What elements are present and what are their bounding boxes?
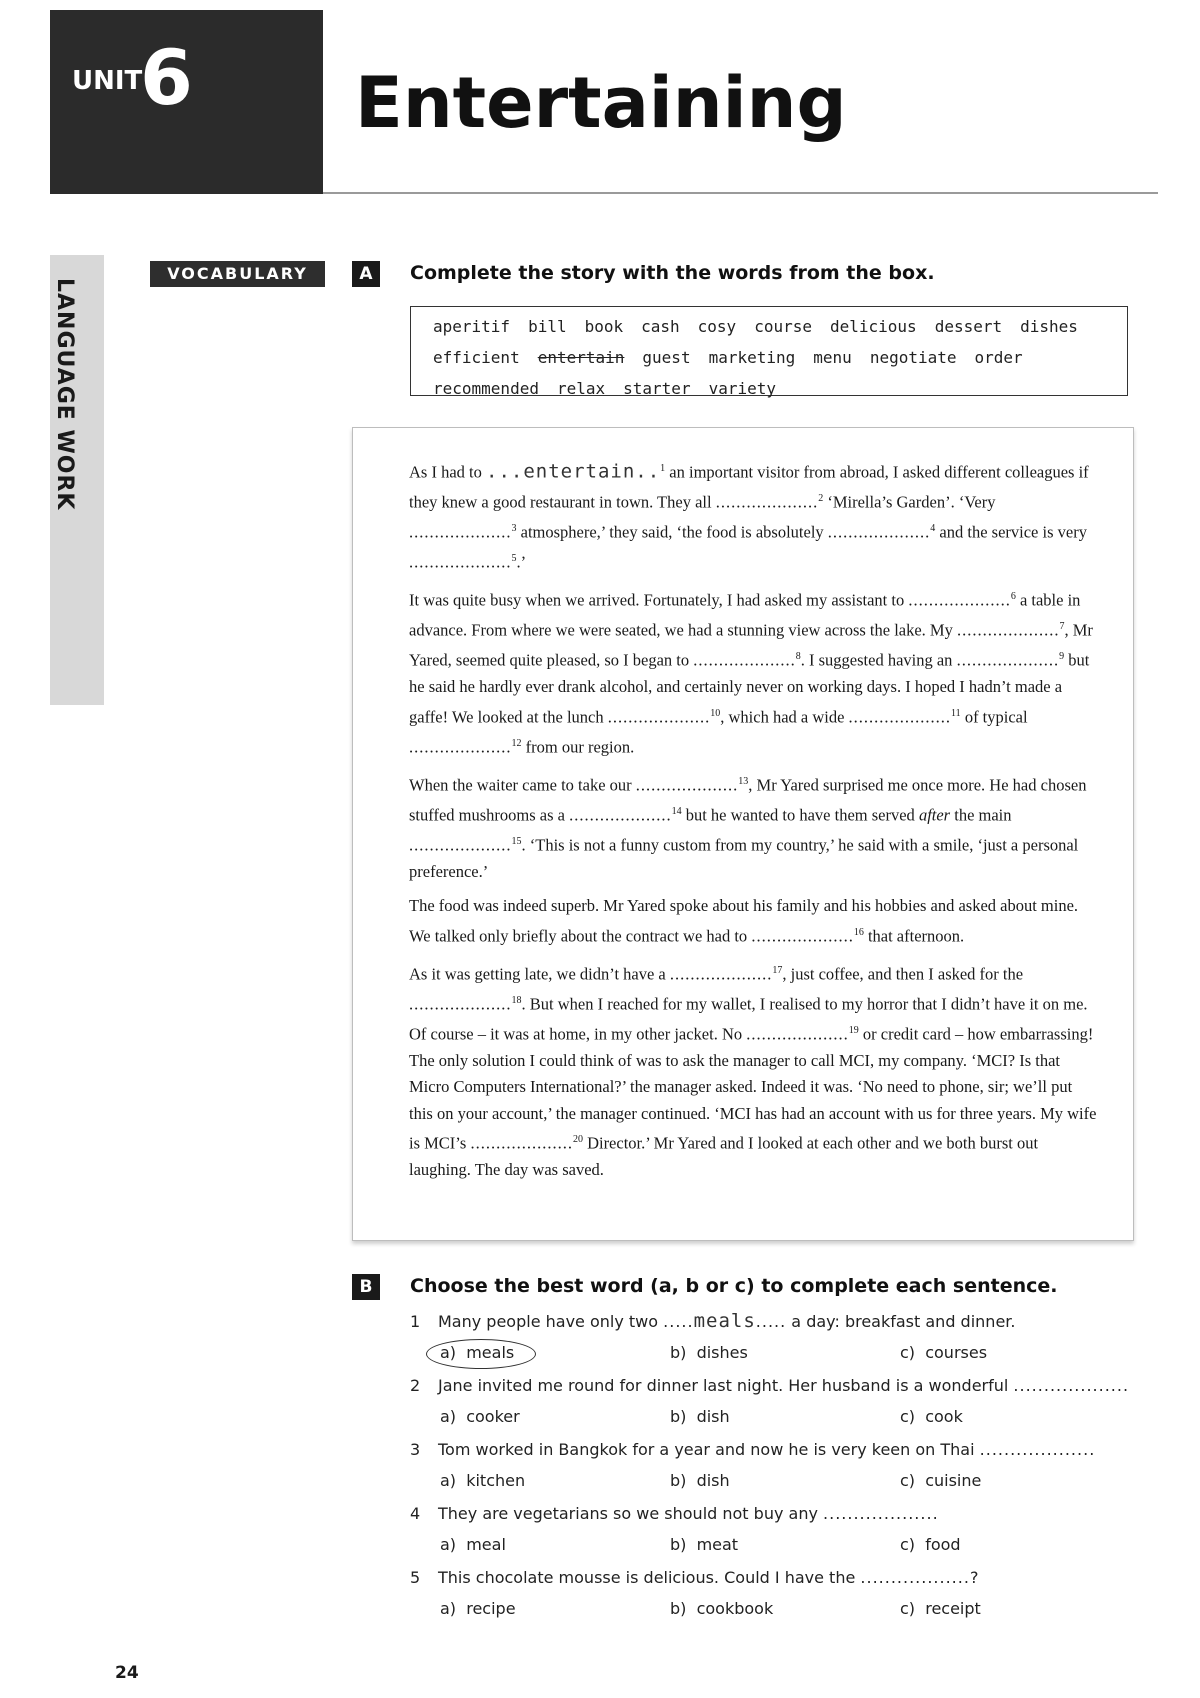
word-row	[433, 342, 1105, 373]
answer-gap[interactable]: ..................	[860, 1568, 970, 1587]
gap-number: 15	[511, 835, 522, 847]
option-a[interactable]: a) meal	[440, 1535, 506, 1554]
answer-gap[interactable]: ....................	[908, 590, 1011, 610]
option-a[interactable]: a) recipe	[440, 1599, 516, 1618]
word-row	[433, 311, 1105, 342]
question-number: 3	[410, 1440, 421, 1459]
unit-number: 6	[140, 33, 193, 122]
word-item: bill	[528, 317, 567, 336]
answer-circle	[426, 1339, 536, 1369]
answer-gap[interactable]: ....................	[607, 707, 711, 726]
answer-gap[interactable]: ....................	[409, 835, 512, 854]
answer-gap[interactable]: ....................	[956, 650, 1060, 670]
word-item: aperitif	[433, 317, 511, 336]
gap-number: 8	[795, 651, 801, 662]
answer-gap[interactable]: ....................	[751, 926, 854, 945]
option-c[interactable]: c) cook	[900, 1407, 963, 1426]
options-row	[410, 1593, 1140, 1626]
word-item: menu	[813, 348, 852, 367]
option-b[interactable]: b) cookbook	[670, 1599, 774, 1618]
story-paragraph: When the waiter came to take our ....................$^{13}$, Mr Yared surprised me once more. He had chosen stuffed mushrooms as a ....................$^{14}$ but he wanted to have them served after the main ....................$^{15}$. ‘This is not a funny custom from my country,’ he said with a smile, ‘just a personal preference.’	[409, 775, 1087, 881]
answer-gap[interactable]: ..................	[979, 1440, 1090, 1459]
word-item: book	[584, 317, 624, 336]
word-item: guest	[642, 348, 691, 367]
option-c[interactable]: c) cuisine	[900, 1471, 982, 1490]
answer-gap[interactable]: ....................	[848, 707, 952, 726]
word-item: efficient	[433, 348, 520, 367]
story-paragraph: It was quite busy when we arrived. Fortunately, I had asked my assistant to ....................$^6$ a table in advance. From where we were seated, we had a stunning view across the lake. My ....................$^7$, Mr Yared, seemed quite pleased, so I began to ....................$^8$. I suggested having an ....................$^9$ but he said he hardly ever drank alcohol, and certainly never on working days. I hoped I hadn’t made a gaffe! We looked at the lunch ....................$^{10}$, which had a wide ....................$^{11}$ of typical ....................$^{12}$ from our region.	[409, 590, 1093, 756]
question-list	[410, 1306, 1140, 1626]
option-a[interactable]: a) meals	[440, 1343, 515, 1362]
word-item: order	[974, 348, 1023, 367]
gap-number: 7	[1059, 621, 1065, 632]
answer-gap[interactable]: ..................	[823, 1504, 933, 1523]
emphasis: after	[918, 805, 951, 824]
answer-gap[interactable]: ....................	[669, 964, 773, 983]
answer-gap[interactable]: .....	[663, 1312, 694, 1331]
gap-number: 11	[951, 707, 961, 719]
gap-number: 6	[1010, 591, 1016, 602]
options-row	[410, 1337, 1140, 1370]
question-number: 1	[410, 1312, 421, 1331]
answer-gap[interactable]: .....	[755, 1312, 787, 1331]
answer-gap[interactable]: ....................	[827, 522, 931, 542]
question: 2 Jane invited me round for dinner last night. Her husband is a wonderful ...................	[410, 1370, 1140, 1401]
question-number: 5	[410, 1568, 421, 1587]
word-item: course	[754, 317, 812, 336]
gap-number: 12	[511, 737, 522, 749]
answer-gap[interactable]: ....................	[715, 492, 819, 512]
handwritten-answer: ...entertain..	[486, 460, 661, 483]
word-item: cosy	[697, 317, 737, 336]
gap-number: 13	[738, 775, 749, 787]
answer-gap[interactable]: ....................	[470, 1133, 573, 1153]
option-b[interactable]: b) dishes	[670, 1343, 748, 1362]
options-row	[410, 1529, 1140, 1562]
options-row	[410, 1401, 1140, 1434]
word-item: dessert	[934, 317, 1003, 336]
word-item: negotiate	[869, 348, 957, 367]
story-paragraph: The food was indeed superb. Mr Yared spoke about his family and his hobbies and asked about mine. We talked only briefly about the contract we had to ....................$^{16}$ that afternoon.	[409, 896, 1079, 945]
answer-gap[interactable]: ..................	[1013, 1376, 1123, 1395]
gap-number: 16	[853, 926, 864, 938]
question: 4 They are vegetarians so we should not buy any ...................	[410, 1498, 1140, 1529]
story-paragraph: As it was getting late, we didn’t have a ....................$^{17}$, just coffee, and then I asked for the ....................$^{18}$. But when I reached for my wallet, I realised to my horror that I didn’t have it on me. Of course – it was at home, in my other jacket. No ....................$^{19}$ or credit card – how embarrassing! The only solution I could think of was to ask the manager to call MCI, my company. ‘MCI? Is that Micro Computers International?’ the manager asked. Indeed it was. ‘No need to phone, sir; we’ll put this on your account,’ the manager continued. ‘MCI has had an account with us for three years. My wife is MCI’s ....................$^{20}$ Director.’ Mr Yared and I looked at each other and we both burst out laughing. The day was saved.	[409, 964, 1097, 1179]
answer-gap[interactable]: ....................	[409, 994, 512, 1013]
story-paragraph: As I had to ...entertain..$^1$ an important visitor from abroad, I asked different colleagues if they knew a good restaurant in town. They all ....................$^2$ ‘Mirella’s Garden’. ‘Very ....................$^3$ atmosphere,’ they said, ‘the food is absolutely ....................$^4$ and the service is very ....................$^5$.’	[409, 460, 1089, 572]
option-c[interactable]: c) courses	[900, 1343, 988, 1362]
answer-gap[interactable]: ....................	[956, 620, 1060, 640]
options-row	[410, 1465, 1140, 1498]
title-divider	[323, 192, 1158, 194]
section-b-letter: B	[352, 1274, 380, 1300]
gap-number: 4	[930, 523, 936, 534]
option-c[interactable]: c) food	[900, 1535, 961, 1554]
word-item: starter	[623, 379, 691, 398]
section-a-letter: A	[352, 261, 380, 287]
unit-label: UNIT	[72, 66, 143, 96]
page-title: Entertaining	[355, 62, 847, 144]
answer-gap[interactable]: ....................	[746, 1024, 849, 1043]
story-text	[409, 456, 1099, 1192]
gap-number: 9	[1059, 651, 1065, 662]
question-number: 2	[410, 1376, 421, 1395]
answer-gap[interactable]: ....................	[409, 737, 512, 756]
option-b[interactable]: b) dish	[670, 1471, 730, 1490]
section-tag-vocabulary: VOCABULARY	[150, 261, 325, 287]
gap-number: 19	[848, 1024, 859, 1036]
option-c[interactable]: c) receipt	[900, 1599, 981, 1618]
gap-number: 20	[572, 1134, 583, 1145]
word-box	[410, 306, 1128, 396]
option-a[interactable]: a) kitchen	[440, 1471, 526, 1490]
section-b-instruction: Choose the best word (a, b or c) to complete each sentence.	[410, 1275, 1058, 1297]
gap-number: 5	[511, 553, 517, 564]
word-item: variety	[708, 379, 777, 398]
word-item: dishes	[1020, 317, 1078, 336]
answer-gap[interactable]: ....................	[693, 650, 796, 670]
gap-number: 17	[772, 964, 783, 976]
story-panel	[352, 427, 1134, 1241]
answer-gap[interactable]: ....................	[635, 775, 739, 794]
word-item: cash	[641, 317, 680, 336]
question: 3 Tom worked in Bangkok for a year and now he is very keen on Thai ...................	[410, 1434, 1140, 1465]
gap-number: 18	[511, 994, 522, 1006]
word-item: marketing	[708, 348, 796, 367]
option-a[interactable]: a) cooker	[440, 1407, 520, 1426]
question: 5 This chocolate mousse is delicious. Could I have the ..................?	[410, 1562, 1140, 1593]
question: 1 Many people have only two .....meals..... a day: breakfast and dinner.	[410, 1306, 1140, 1337]
option-b[interactable]: b) dish	[670, 1407, 730, 1426]
question-number: 4	[410, 1504, 421, 1523]
handwritten-answer: meals	[693, 1310, 756, 1332]
page-number: 24	[115, 1663, 139, 1683]
gap-number: 1	[660, 463, 666, 474]
word-item: delicious	[829, 317, 917, 336]
answer-gap[interactable]: ....................	[409, 522, 512, 542]
side-tab-label: LANGUAGE WORK	[52, 278, 77, 511]
gap-number: 10	[710, 707, 721, 719]
answer-gap[interactable]: ....................	[569, 805, 672, 824]
section-a-instruction: Complete the story with the words from the box.	[410, 262, 935, 284]
gap-number: 3	[511, 523, 517, 534]
word-item: entertain	[537, 348, 625, 367]
gap-number: 14	[671, 805, 682, 817]
word-item: relax	[556, 379, 606, 398]
word-row	[433, 373, 1105, 404]
option-b[interactable]: b) meat	[670, 1535, 739, 1554]
word-item: recommended	[433, 379, 539, 398]
gap-number: 2	[818, 493, 824, 504]
answer-gap[interactable]: ....................	[409, 552, 512, 572]
